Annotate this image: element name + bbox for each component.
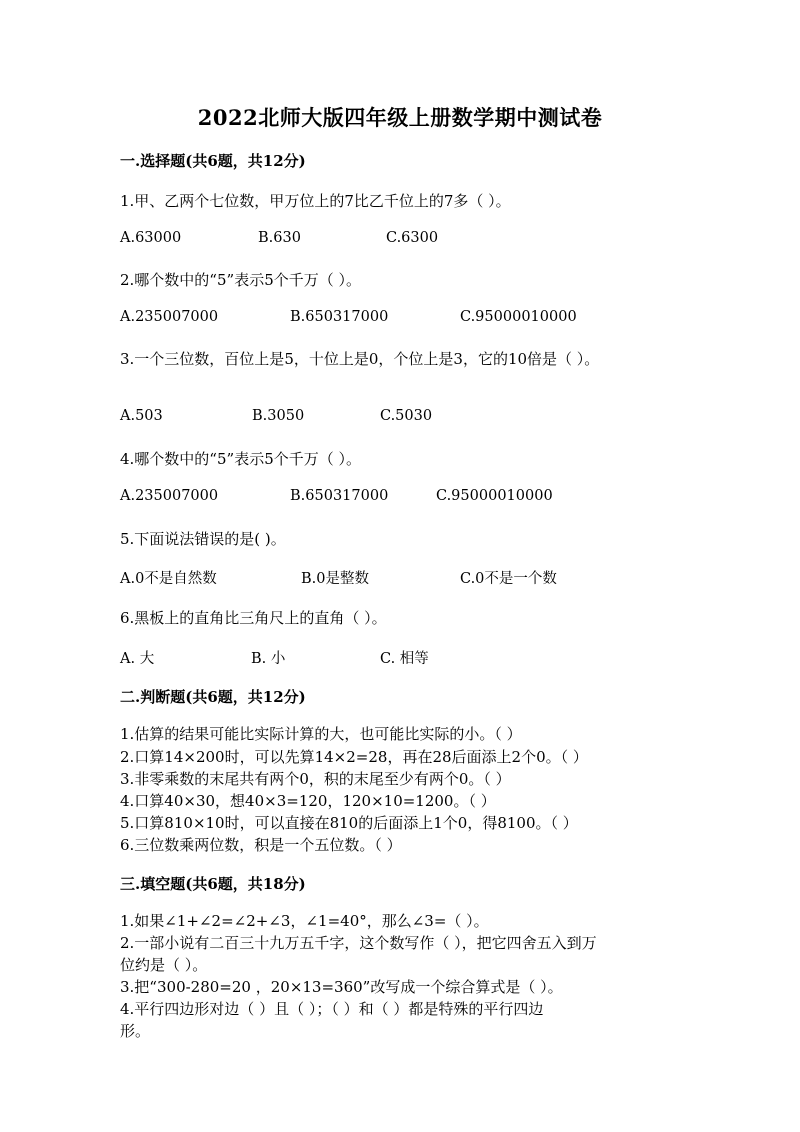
q1-option-c: C.6300 xyxy=(386,230,439,246)
fill-blank-line: 形。 xyxy=(120,1022,151,1040)
q3-option-b: B.3050 xyxy=(252,408,305,424)
q5-option-b: B.0是整数 xyxy=(301,571,369,587)
q2-option-c: C.95000010000 xyxy=(460,309,577,325)
q1-option-a: A.63000 xyxy=(120,230,182,246)
document-title: 2022北师大版四年级上册数学期中测试卷 xyxy=(197,105,603,130)
q6-option-a: A. 大 xyxy=(120,651,155,667)
q6-option-b: B. 小 xyxy=(251,651,286,667)
question-3: 3.一个三位数，百位上是5，十位上是0，个位上是3，它的10倍是（ ）。 xyxy=(120,350,600,368)
judgement-item: 3.非零乘数的末尾共有两个0，积的末尾至少有两个0。（ ） xyxy=(120,770,511,788)
fill-blank-line: 1.如果∠1+∠2=∠2+∠3，∠1=40°，那么∠3=（ ）。 xyxy=(120,912,489,930)
fill-blank-line: 3.把“300-280=20 ，20×13=360”改写成一个综合算式是（ ）。 xyxy=(120,978,563,996)
question-5: 5.下面说法错误的是( )。 xyxy=(120,530,286,548)
q2-option-a: A.235007000 xyxy=(120,309,219,325)
judgement-item: 2.口算14×200时，可以先算14×2=28，再在28后面添上2个0。（ ） xyxy=(120,748,588,766)
question-6: 6.黑板上的直角比三角尺上的直角（ ）。 xyxy=(120,609,387,627)
question-4: 4.哪个数中的“5”表示5个千万（ ）。 xyxy=(120,450,362,468)
fill-blank-line: 2.一部小说有二百三十九万五千字，这个数写作（ ），把它四舍五入到万 xyxy=(120,934,597,952)
judgement-item: 1.估算的结果可能比实际计算的大，也可能比实际的小。（ ） xyxy=(120,725,522,743)
judgement-item: 5.口算810×10时，可以直接在810的后面添上1个0，得8100。（ ） xyxy=(120,814,578,832)
q5-option-a: A.0不是自然数 xyxy=(120,571,217,587)
q4-option-b: B.650317000 xyxy=(290,488,389,504)
q2-option-b: B.650317000 xyxy=(290,309,389,325)
q4-option-c: C.95000010000 xyxy=(436,488,553,504)
question-2: 2.哪个数中的“5”表示5个千万（ ）。 xyxy=(120,271,362,289)
section-heading-choice: 一.选择题(共6题，共12分) xyxy=(120,152,306,170)
question-1: 1.甲、乙两个七位数，甲万位上的7比乙千位上的7多（ ）。 xyxy=(120,192,511,210)
section-heading-fill-blank: 三.填空题(共6题，共18分) xyxy=(120,875,306,893)
q1-option-b: B.630 xyxy=(258,230,301,246)
fill-blank-line: 4.平行四边形对边（ ）且（ ）；（ ）和（ ）都是特殊的平行四边 xyxy=(120,1000,544,1018)
q4-option-a: A.235007000 xyxy=(120,488,219,504)
judgement-item: 4.口算40×30，想40×3=120，120×10=1200。（ ） xyxy=(120,792,496,810)
section-heading-judgement: 二.判断题(共6题，共12分) xyxy=(120,688,306,706)
judgement-item: 6.三位数乘两位数，积是一个五位数。（ ） xyxy=(120,836,402,854)
q3-option-c: C.5030 xyxy=(380,408,433,424)
q6-option-c: C. 相等 xyxy=(380,651,429,667)
fill-blank-line: 位约是（ ）。 xyxy=(120,956,208,974)
q3-option-a: A.503 xyxy=(120,408,163,424)
q5-option-c: C.0不是一个数 xyxy=(460,571,557,587)
